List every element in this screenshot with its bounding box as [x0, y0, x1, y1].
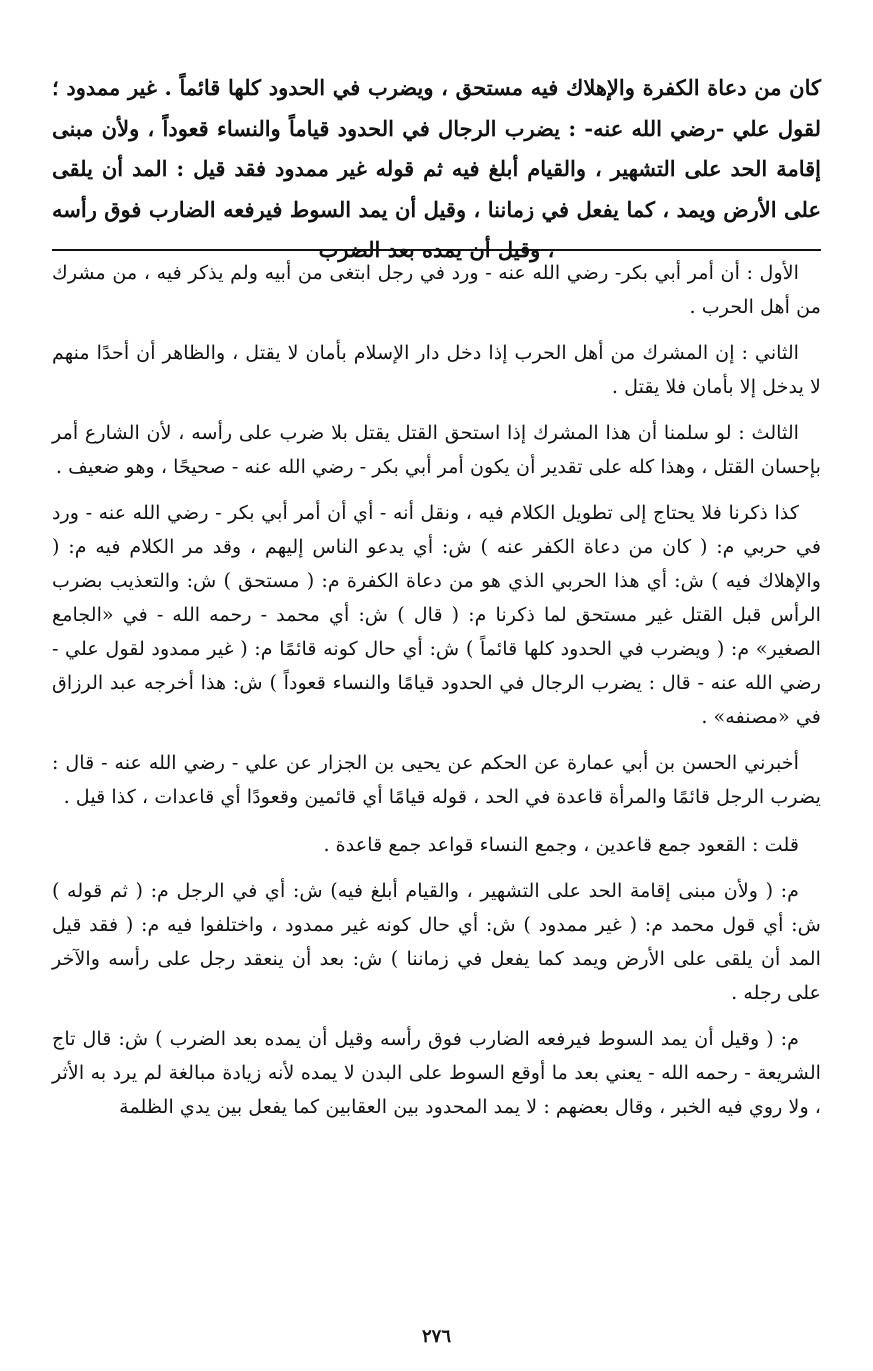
- page-number: ٢٧٦: [421, 1326, 451, 1347]
- main-text: كان من دعاة الكفرة والإهلاك فيه مستحق ، ويضرب في الحدود كلها قائماً . غير ممدود ؛ لقول علي -رضي الله عنه- : يضرب الرجال في الحدود قياماً والنساء قعوداً ، ولأن مبنى إقامة الحد على التشهير ، والقيام أبلغ فيه ثم قوله غير ممدود فقد قيل : المد أن يلقى على الأرض ويمد ، كما يفعل في زماننا ، وقيل أن يمد السوط فيرفعه الضارب فوق رأسه ، وقيل أن يمده بعد الضرب: [52, 75, 821, 262]
- commentary-text: [52, 256, 821, 1136]
- commentary-paragraph: قلت : القعود جمع قاعدين ، وجمع النساء قواعد جمع قاعدة .: [323, 833, 799, 856]
- commentary-paragraph: الأول : أن أمر أبي بكر- رضي الله عنه - ورد في رجل ابتغى من أبيه ولم يذكر فيه ، من مشرك من أهل الحرب .: [52, 261, 821, 318]
- commentary-paragraph: م: ( وقيل أن يمد السوط فيرفعه الضارب فوق رأسه وقيل أن يمده بعد الضرب ) ش: قال تاج الشريعة - رحمه الله - يعني بعد ما أوقع السوط على البدن لا يمده لأنه زيادة مبالغة لم يرد به الأثر ، ولا روي فيه الخبر ، وقال بعضهم : لا يمد المحدود بين العقابين كما يفعل بين يدي الظلمة: [52, 1027, 821, 1118]
- separator-line: [52, 249, 821, 251]
- commentary-paragraph: أخبرني الحسن بن أبي عمارة عن الحكم عن يحيى بن الجزار عن علي - رضي الله عنه - قال : يضرب الرجل قائمًا والمرأة قاعدة في الحد ، قوله قيامًا أي قائمين وقعودًا أي قاعدات ، كذا قيل .: [52, 751, 821, 808]
- commentary-paragraph: م: ( ولأن مبنى إقامة الحد على التشهير ، والقيام أبلغ فيه) ش: أي في الرجل م: ( ثم قوله ) ش: أي قول محمد م: ( غير ممدود ) ش: أي حال كونه غير ممدود ، واختلفوا فيه م: ( فقد قيل المد أن يلقى على الأرض ويمد كما يفعل في زماننا ) ش: بعد أن ينعقد رجل على رأسه والآخر على رجله .: [52, 879, 821, 1004]
- commentary-paragraph: الثالث : لو سلمنا أن هذا المشرك إذا استحق القتل يقتل بلا ضرب على رأسه ، لأن الشارع أمر بإحسان القتل ، وهذا كله على تقدير أن يكون أمر أبي بكر - رضي الله عنه - صحيحًا ، وهو ضعيف .: [52, 421, 821, 478]
- commentary-paragraph: الثاني : إن المشرك من أهل الحرب إذا دخل دار الإسلام بأمان لا يقتل ، والظاهر أن أحدًا منهم لا يدخل إلا بأمان فلا يقتل .: [52, 341, 821, 398]
- commentary-paragraph: كذا ذكرنا فلا يحتاج إلى تطويل الكلام فيه ، ونقل أنه - أي أن أمر أبي بكر - رضي الله عنه - ورد في حربي م: ( كان من دعاة الكفر عنه ) ش: أي يدعو الناس إليهم ، وقد مر الكلام فيه م: ( والإهلاك فيه ) ش: أي هذا الحربي الذي هو من دعاة الكفرة م: ( مستحق ) ش: والتعذيب بضرب الرأس قبل القتل غير مستحق لما ذكرنا م: ( قال ) ش: أي محمد - رحمه الله - في «الجامع الصغير» م: ( ويضرب في الحدود كلها قائماً ) ش: أي حال كونه قائمًا م: ( غير ممدود لقول علي - رضي الله عنه - قال : يضرب الرجال في الحدود قيامًا والنساء قعوداً ) ش: هذا أخرجه عبد الرزاق في «مصنفه» .: [52, 501, 821, 728]
